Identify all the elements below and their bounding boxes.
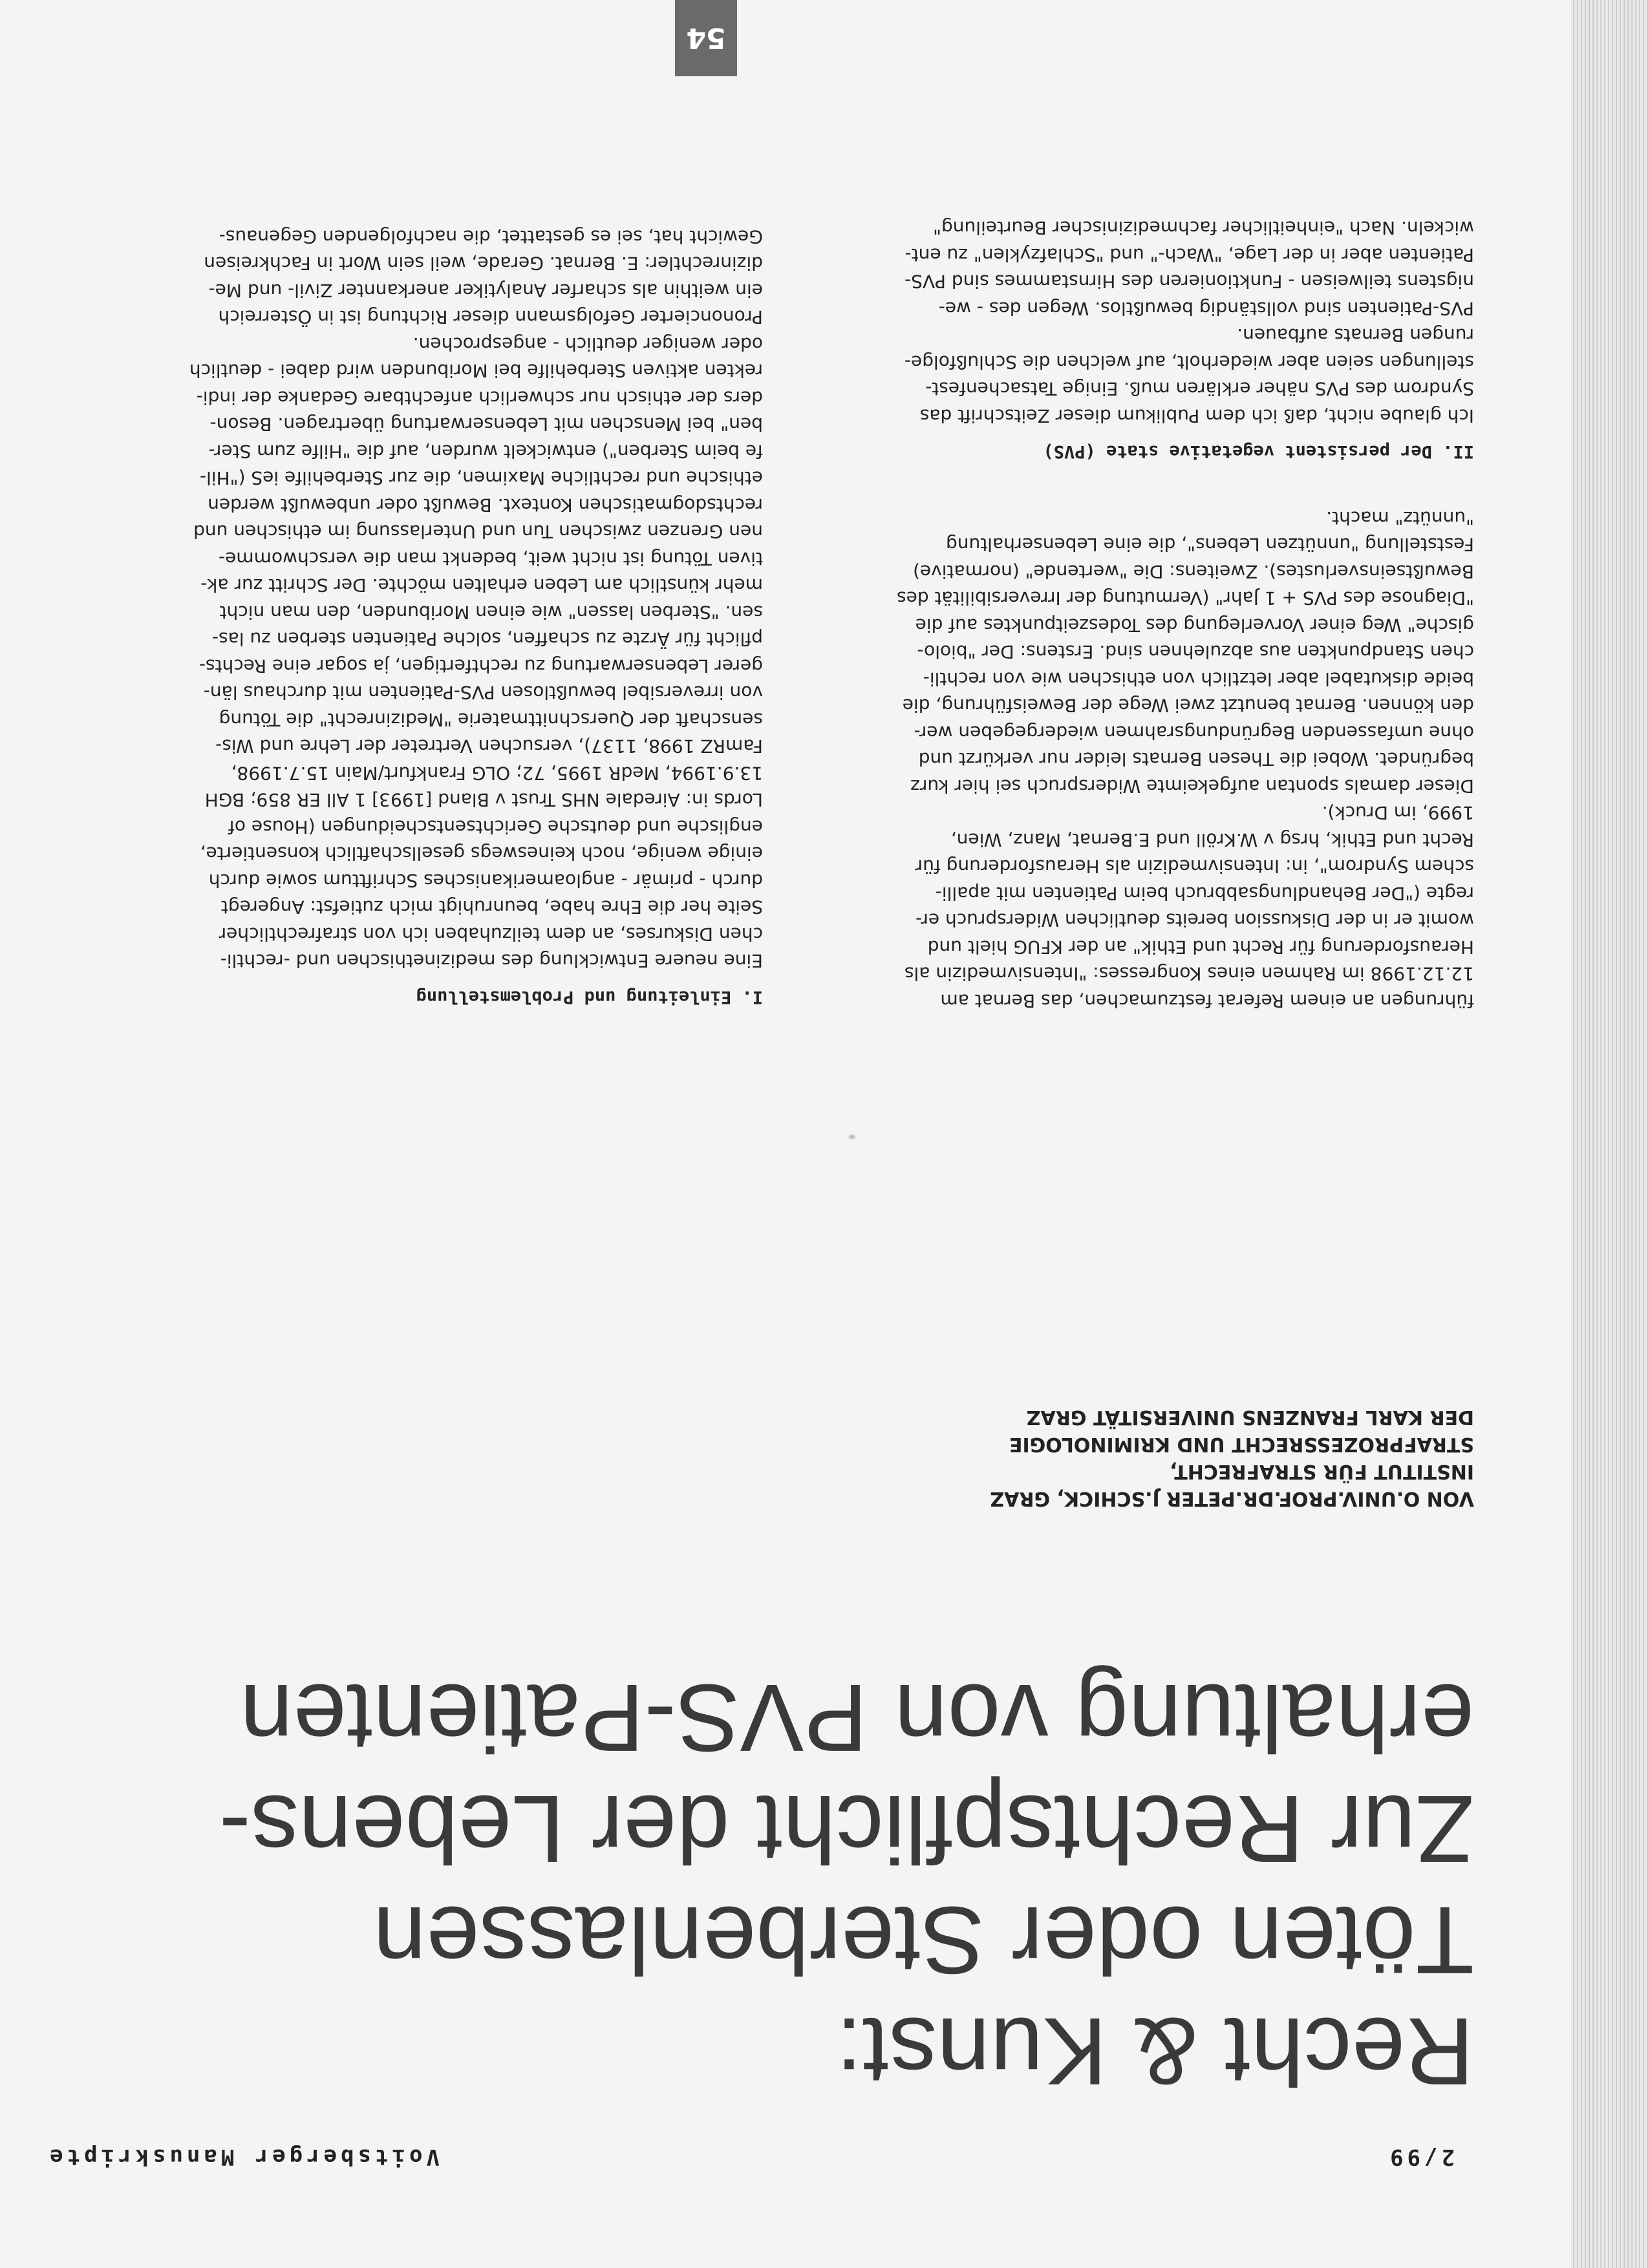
byline-line: VON O.UNIV.PROF.DR.PETER J.SCHICK, GRAZ (990, 1487, 1474, 1510)
text-line: Dieser damals spontan aufgekeimte Widerspruch sei hier kurz (910, 776, 1474, 797)
text-line: "Diagnose des PVS + 1 Jahr" (Vermutung der Irreversibilität des (897, 588, 1474, 609)
text-line: gische" Weg einer Vorverlegung des Todeszeitpunktes auf die (915, 615, 1474, 636)
text-line: senschaft der Querschnittmaterie "Medizinrecht" die Tötung (219, 709, 763, 730)
text-line: Ich glaube nicht, daß ich dem Publikum dieser Zeitschrift das (919, 405, 1474, 427)
text-line: Bewußtseinsverlustes). Zweitens: Die "wertende" (normative) (913, 561, 1474, 582)
byline-line: INSTITUT FÜR STRAFRECHT, (1170, 1460, 1474, 1483)
text-line: von irreversibel bewußtlosen PVS-Patienten mit durchaus län- (203, 682, 763, 704)
issue-label: 2/99 (1386, 2144, 1455, 2170)
text-line: Feststellung "unnützen Lebens", die eine Lebenserhaltung (945, 534, 1474, 556)
text-line: rekten aktiven Sterbehilfe bei Moribunden wird dabei - deutlich (189, 360, 763, 382)
text-line: oder weniger deutlich - angesprochen. (412, 334, 763, 355)
section-1-text (91, 224, 763, 975)
text-column-left (815, 215, 1474, 1014)
text-line: 1999, im Druck). (1322, 802, 1474, 824)
text-line: englische und deutsche Gerichtsentscheidungen (House of (228, 816, 763, 838)
text-line: schem Syndrom", in: Intensivmedizin als Herausforderung für (915, 856, 1474, 878)
text-line: führungen an einem Referat festzumachen, das Bernat am (940, 990, 1474, 1012)
magazine-name: Voitsberger Manuskripte (46, 2144, 440, 2170)
page-edges (1571, 0, 1648, 2268)
text-line: FamRZ 1998, 1137), versuchen Vertreter der Lehre und Wis- (215, 736, 763, 758)
section-heading-2: II. Der persistent vegetative state (PVS) (1043, 441, 1474, 462)
text-line: fe beim Sterben") entwickelt wurden, auf die "Hilfe zum Ster- (208, 441, 763, 462)
text-line: einige wenige, noch keineswegs gesellschaftlich konsentierte, (200, 843, 763, 865)
text-line: durch - primär - angloamerikanisches Schrifttum sowie durch (208, 870, 763, 891)
page-number-tab (675, 0, 737, 76)
text-column-right (91, 224, 763, 1015)
text-line: ders der ethisch nur schwerlich anfechtbare Gedanke der indi- (196, 387, 763, 408)
byline-line: STRAFPROZESSRECHT UND KRIMINOLOGIE (1009, 1433, 1474, 1456)
text-line: womit er in der Diskussion bereits deutlichen Widerspruch er- (915, 909, 1474, 931)
article-title (52, 1662, 1474, 2106)
text-line: Herausforderung für Recht und Ethik" an der KFUG hielt und (927, 937, 1474, 958)
text-line: 13.9.1994, MedR 1995, 72; OLG Frankfurt/Main 15.7.1998, (231, 763, 763, 784)
text-line: ohne umfassenden Begründungsrahmen wiedergegeben wer- (914, 722, 1474, 743)
scan-speck (848, 1134, 857, 1140)
text-line: nigstens teilweisen - Funktionieren des Hirnstammes sind PVS- (904, 271, 1474, 293)
text-line: Lords in: Airedale NHS Trust v Bland [1993] 1 All ER 859; BGH (204, 789, 763, 811)
text-line: pflicht für Ärzte zu schaffen, solche Patienten sterben zu las- (211, 628, 763, 650)
text-line: Seite her die Ehre habe, beunruhigt mich zutiefst: Angeregt (220, 896, 763, 918)
text-line: den können. Bernat benutzt zwei Wege der Beweisführung, die (902, 695, 1474, 717)
continuation-text (815, 505, 1474, 1015)
section-2-text (815, 215, 1474, 429)
text-line: Recht und Ethik, hrsg v W.Kröll und E.Bernat, Manz, Wien, (950, 829, 1474, 851)
text-line: gerer Lebenserwartung zu rechtfertigen, ja sogar eine Rechts- (198, 655, 763, 677)
section-heading-1: I. Einleitung und Problemstellung (416, 987, 763, 1007)
text-line: mehr künstlich am Leben erhalten möchte. Der Schritt zur ak- (200, 575, 763, 597)
text-line: chen Diskurses, an dem teilzuhaben ich von strafrechtlicher (219, 924, 763, 945)
text-line: chen Standpunkten aus abzulehnen sind. Erstens: Der "biolo- (917, 641, 1474, 663)
text-line: Prononcierter Gefolgsmann dieser Richtung ist in Österreich (218, 306, 763, 328)
text-line: sen. "Sterben lassen" wie einen Moribunden, den man nicht (219, 602, 763, 623)
text-line: nen Grenzen zwischen Tun und Unterlassung im ethischen und (193, 521, 763, 543)
title-line: Töten oder Sterbenlassen (372, 1887, 1474, 1993)
byline-line: DER KARL FRANZENS UNIVERSITÄT GRAZ (1026, 1406, 1474, 1428)
text-line: regte ("Der Behandlungsabbruch beim Patienten mit apalli- (935, 883, 1474, 904)
text-line: stellungen seien aber wiederholt, auf welchen die Schlußfolge- (904, 352, 1474, 373)
text-line: rungen Bernats aufbauen. (1237, 324, 1474, 346)
text-line: ein weithin als scharfer Analytiker anerkannter Zivil- und Me- (208, 280, 763, 301)
text-line: begründet. Wobei die Thesen Bernats leider nur verkürzt und (918, 748, 1474, 770)
text-line: wickeln. Nach "einheitlicher fachmedizinischer Beurteilung" (933, 217, 1474, 239)
text-line: Eine neuere Entwicklung des medizinethischen und -rechtli- (220, 950, 763, 972)
page-number: 54 (686, 21, 726, 55)
text-line: rechtsdogmatischen Kontext. Bewußt oder unbewußt werden (208, 494, 763, 516)
author-byline (375, 1403, 1474, 1512)
text-line: ben" bei Menschen mit Lebenserwartung übertragen. Beson- (209, 414, 763, 436)
text-line: 12.12.1998 im Rahmen eines Kongresses: "Intensivmedizin als (904, 963, 1474, 985)
text-line: Patienten aber in der Lage, "Wach-" und "Schlafzyklen" zu ent- (904, 244, 1474, 266)
text-line: ethische und rechtliche Maximen, die zur Sterbehilfe iеS ("Hil- (199, 467, 763, 489)
text-line: PVS-Patienten sind vollständig bewußtlos. Wegen des - we- (938, 298, 1474, 319)
title-line: erhaltung von PVS-Patienten (240, 1664, 1474, 1771)
text-line: "unnütz" macht. (1326, 507, 1474, 529)
text-line: Syndrom des PVS näher erklären muß. Einige Tatsachenfest- (925, 378, 1474, 400)
title-line: Recht & Kunst: (835, 1998, 1474, 2104)
text-line: tiven Tötung ist nicht weit, bedenkt man die verschwomme- (219, 548, 763, 569)
text-line: beide diskutabel aber letztlich von ethischen wie von rechtli- (923, 668, 1474, 690)
text-line: Gewicht hat, sei es gestattet, die nachfolgenden Gegenaus- (219, 226, 763, 248)
title-line: Zur Rechtspflicht der Lebens- (219, 1775, 1474, 1882)
text-line: dizinrechtler: E. Bernat. Gerade, weil sein Wort in Fachkreisen (204, 253, 763, 275)
